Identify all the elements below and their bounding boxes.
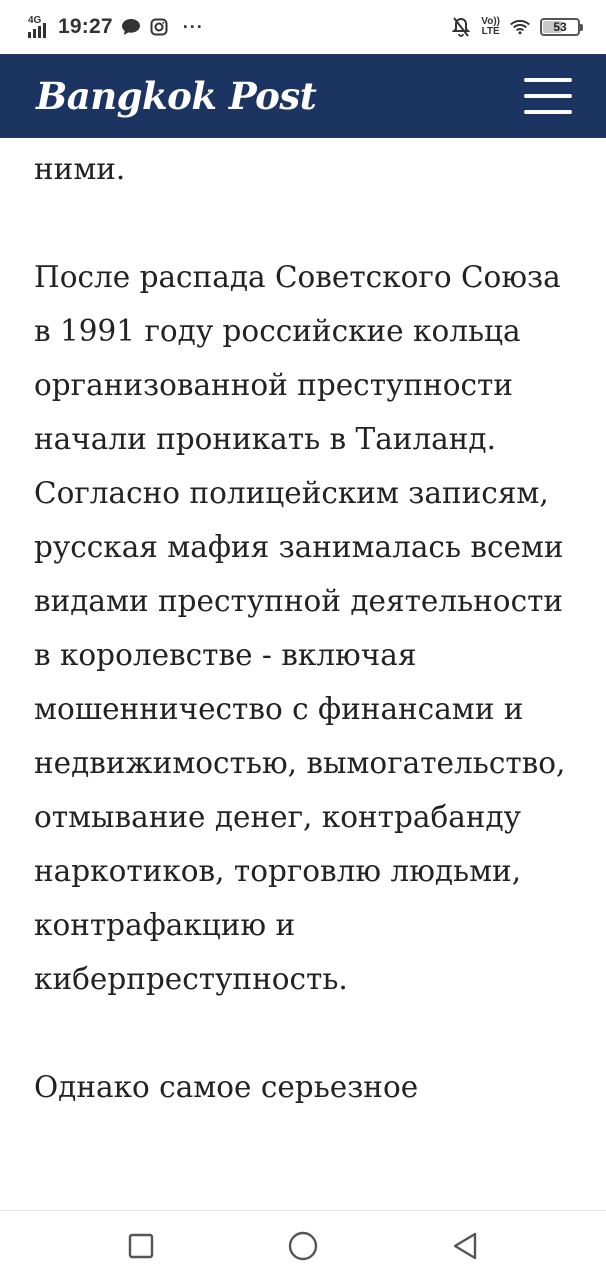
hamburger-menu-icon[interactable] [524,78,572,114]
back-button[interactable] [445,1226,485,1266]
notification-off-icon [451,17,471,37]
article-paragraph: ними. [34,152,126,186]
triangle-back-icon [451,1231,479,1261]
cellular-signal-icon [28,16,50,38]
recent-apps-button[interactable] [121,1226,161,1266]
more-notifications-icon: ··· [182,16,204,37]
article-paragraph: После распада Советского Союза в 1991 году российские кольца организованной преступности начали проникать в Таиланд. Согласно полицейским записям, русская мафия занималась всеми видами преступной деятельности в королевстве - включая мошенничество с финансами и недвижимостью, вымогательство, отмывание денег, контрабанду наркотиков, торговлю людьми, контрафакцию и киберпреступность. [34,260,566,996]
wifi-icon [510,17,530,37]
square-icon [127,1232,155,1260]
status-right [451,17,580,37]
site-logo[interactable]: Bangkok Post [36,74,317,118]
network-type: 4G [28,15,42,26]
article-paragraph: Однако самое серьезное [34,1070,419,1104]
battery-icon [540,18,580,36]
system-navigation-bar [0,1210,606,1280]
home-button[interactable] [283,1226,323,1266]
chat-bubble-icon [121,17,141,37]
volte-indicator: Vo)) LTE [481,16,500,37]
status-left [28,15,204,39]
instagram-icon [149,17,169,37]
circle-icon [287,1230,319,1262]
article-body [34,138,574,1210]
clock: 19:27 [58,15,113,38]
status-bar [0,0,606,54]
battery-level: 53 [553,20,567,34]
site-header [0,54,606,138]
